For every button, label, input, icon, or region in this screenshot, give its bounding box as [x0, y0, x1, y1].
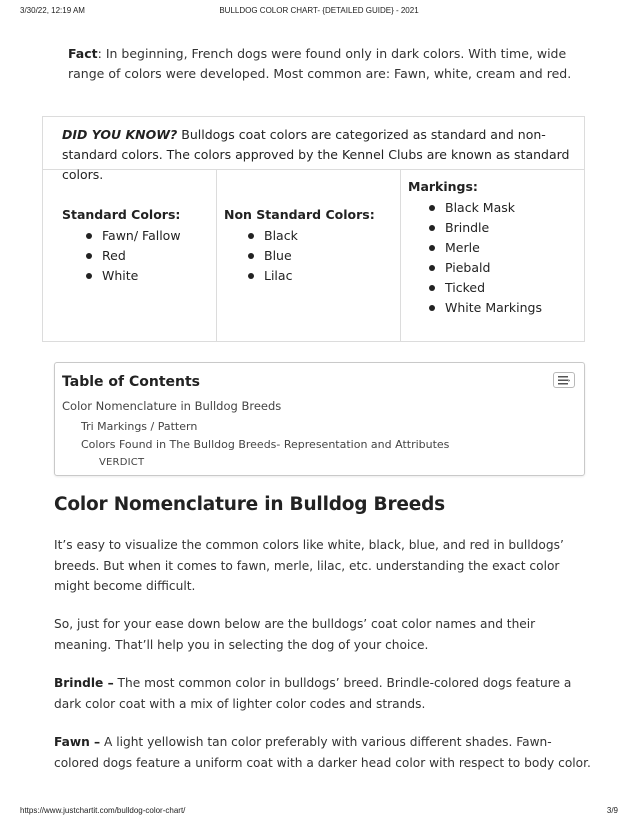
list-item-label: White Markings — [445, 300, 542, 315]
bullet-icon — [429, 305, 435, 311]
bullet-icon — [86, 233, 92, 239]
non-standard-colors-title: Non Standard Colors: — [224, 207, 375, 222]
list-item — [82, 246, 181, 266]
list-item — [244, 266, 375, 286]
fawn-label: Fawn – — [54, 735, 101, 749]
list-item — [425, 258, 542, 278]
list-item-label: White — [102, 268, 139, 283]
print-url: https://www.justchartit.com/bulldog-color-chart/ — [20, 806, 186, 815]
paragraph-brindle — [54, 673, 594, 714]
did-you-know-label: DID YOU KNOW? — [62, 127, 178, 142]
did-you-know-table — [42, 116, 585, 342]
fawn-text: A light yellowish tan color preferably with various different shades. Fawn-colored dogs feature a uniform coat with a darker head color with respect to body color. — [54, 735, 591, 770]
brindle-text: The most common color in bulldogs’ breed. Brindle-colored dogs feature a dark color coat with a mix of lighter color codes and strands. — [54, 676, 572, 711]
list-item-label: Lilac — [264, 268, 293, 283]
toc-link-tri-markings[interactable]: Tri Markings / Pattern — [81, 420, 198, 433]
fact-text: : In beginning, French dogs were found only in dark colors. With time, wide range of colors were developed. Most common are: Fawn, white, cream and red. — [68, 46, 572, 81]
toc-link-verdict[interactable]: VERDICT — [99, 457, 145, 468]
bullet-icon — [429, 225, 435, 231]
non-standard-colors-list — [224, 226, 375, 286]
standard-colors-list — [62, 226, 181, 286]
did-you-know-intro — [43, 117, 584, 182]
list-item-label: Red — [102, 248, 126, 263]
brindle-label: Brindle – — [54, 676, 114, 690]
bullet-icon — [429, 285, 435, 291]
non-standard-colors-cell — [217, 170, 401, 341]
paragraph-intro: It’s easy to visualize the common colors like white, black, blue, and red in bulldogs’ breeds. But when it comes to fawn, merle, lilac, etc. understanding the exact color might become difficult. — [54, 538, 564, 593]
fact-label: Fact — [68, 46, 98, 61]
list-item-label: Piebald — [445, 260, 491, 275]
print-doc-title: BULLDOG COLOR CHART- {DETAILED GUIDE} - 2021 — [219, 6, 419, 15]
toc-title: Table of Contents — [62, 374, 201, 390]
print-timestamp: 3/30/22, 12:19 AM — [20, 6, 85, 15]
bullet-icon — [86, 273, 92, 279]
fact-paragraph — [68, 44, 588, 84]
bullet-icon — [248, 273, 254, 279]
markings-cell — [401, 170, 584, 341]
print-page-number: 3/9 — [606, 806, 618, 815]
list-item — [244, 226, 375, 246]
toc-link-color-nomenclature[interactable]: Color Nomenclature in Bulldog Breeds — [62, 399, 282, 413]
bullet-icon — [429, 265, 435, 271]
standard-colors-cell — [43, 170, 217, 341]
bullet-icon — [429, 205, 435, 211]
standard-colors-title: Standard Colors: — [62, 207, 181, 222]
list-item — [425, 238, 542, 258]
section-heading: Color Nomenclature in Bulldog Breeds — [54, 494, 445, 515]
list-item — [425, 198, 542, 218]
list-item-label: Ticked — [445, 280, 486, 295]
toc-link-colors-found[interactable]: Colors Found in The Bulldog Breeds- Representation and Attributes — [81, 438, 450, 451]
list-toggle-icon — [558, 376, 570, 385]
list-item-label: Blue — [264, 248, 292, 263]
paragraph-fawn — [54, 732, 594, 773]
paragraph-ease: So, just for your ease down below are the bulldogs’ coat color names and their meaning. That’ll help you in selecting the dog of your choice. — [54, 617, 536, 652]
list-item — [82, 266, 181, 286]
list-item — [425, 298, 542, 318]
toc-toggle-button[interactable] — [553, 372, 575, 388]
list-item — [82, 226, 181, 246]
list-item — [425, 218, 542, 238]
list-item-label: Black Mask — [445, 200, 515, 215]
bullet-icon — [86, 253, 92, 259]
list-item-label: Merle — [445, 240, 480, 255]
markings-list — [408, 198, 542, 318]
table-of-contents — [54, 362, 585, 476]
bullet-icon — [429, 245, 435, 251]
list-item-label: Black — [264, 228, 298, 243]
bullet-icon — [248, 233, 254, 239]
list-item — [244, 246, 375, 266]
list-item — [425, 278, 542, 298]
markings-title: Markings: — [408, 179, 478, 194]
list-item-label: Fawn/ Fallow — [102, 228, 181, 243]
did-you-know-text: Bulldogs coat colors are categorized as standard and non-standard colors. The colors approved by the Kennel Clubs are known as standard colors. — [62, 127, 570, 182]
bullet-icon — [248, 253, 254, 259]
list-item-label: Brindle — [445, 220, 490, 235]
